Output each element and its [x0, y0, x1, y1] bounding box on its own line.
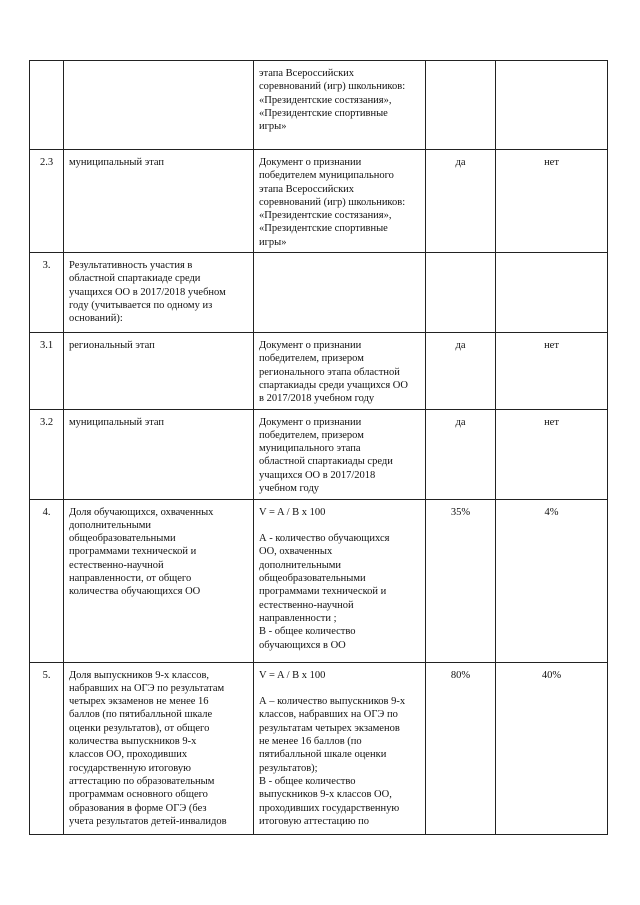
- value-2-cell: нет: [496, 333, 608, 409]
- table-row: [30, 150, 608, 253]
- value-1-cell: 35%: [426, 499, 496, 662]
- indicator-cell: Доля выпускников 9-х классов, набравших на ОГЭ по результатам четырех экзаменов не менее 16 баллов (по пятибалльной шкале оценки результатов), от общего количества выпускников 9-х классов ОО, проходивших государственную итоговую аттестацию по образовательным программам основного общего образования в форме ОГЭ (без учета результатов детей-инвалидов: [64, 662, 254, 834]
- method-cell: V = A / B x 100 А – количество выпускников 9-х классов, набравших на ОГЭ по результатам четырех экзаменов не менее 16 баллов (по пятибалльной шкале оценки результатов); В - общее количество выпускников 9-х классов ОО, проходивших государственную итоговую аттестацию по: [254, 662, 426, 834]
- value-2-cell: нет: [496, 409, 608, 499]
- value-1-cell: да: [426, 409, 496, 499]
- table-row: [30, 409, 608, 499]
- value-1-cell: да: [426, 150, 496, 253]
- row-number: 2.3: [30, 150, 64, 253]
- method-cell: [254, 253, 426, 333]
- value-2-cell: 4%: [496, 499, 608, 662]
- value-2-cell: 40%: [496, 662, 608, 834]
- method-cell: Документ о признании победителем, призером регионального этапа областной спартакиады среди учащихся ОО в 2017/2018 учебном году: [254, 333, 426, 409]
- table-row: [30, 61, 608, 150]
- row-number: 4.: [30, 499, 64, 662]
- row-number: 3.1: [30, 333, 64, 409]
- table-row: [30, 333, 608, 409]
- row-number: 3.2: [30, 409, 64, 499]
- method-cell: V = A / B x 100 А - количество обучающихся ОО, охваченных дополнительными общеобразовательными программами технической и естественно-научной направленности ; В - общее количество обучающихся в ОО: [254, 499, 426, 662]
- table-row: [30, 499, 608, 662]
- method-cell: Документ о признании победителем муниципального этапа Всероссийских соревнований (игр) школьников: «Президентские состязания», «Президентские спортивные игры»: [254, 150, 426, 253]
- indicator-cell: муниципальный этап: [64, 409, 254, 499]
- value-1-cell: да: [426, 333, 496, 409]
- indicator-cell: [64, 61, 254, 150]
- method-cell: Документ о признании победителем, призером муниципального этапа областной спартакиады среди учащихся ОО в 2017/2018 учебном году: [254, 409, 426, 499]
- row-number: 5.: [30, 662, 64, 834]
- value-1-cell: [426, 61, 496, 150]
- indicator-cell: региональный этап: [64, 333, 254, 409]
- table-row: [30, 662, 608, 834]
- indicator-cell: Доля обучающихся, охваченных дополнительными общеобразовательными программами технической и естественно-научной направленности, от общего количества обучающихся ОО: [64, 499, 254, 662]
- indicator-cell: Результативность участия в областной спартакиаде среди учащихся ОО в 2017/2018 учебном году (учитывается по одному из оснований):: [64, 253, 254, 333]
- method-cell: этапа Всероссийских соревнований (игр) школьников: «Президентские состязания», «Президентские спортивные игры»: [254, 61, 426, 150]
- row-number: [30, 61, 64, 150]
- table-row: [30, 253, 608, 333]
- value-1-cell: [426, 253, 496, 333]
- indicator-cell: муниципальный этап: [64, 150, 254, 253]
- value-2-cell: [496, 253, 608, 333]
- value-2-cell: нет: [496, 150, 608, 253]
- row-number: 3.: [30, 253, 64, 333]
- value-1-cell: 80%: [426, 662, 496, 834]
- value-2-cell: [496, 61, 608, 150]
- criteria-table: [29, 60, 608, 835]
